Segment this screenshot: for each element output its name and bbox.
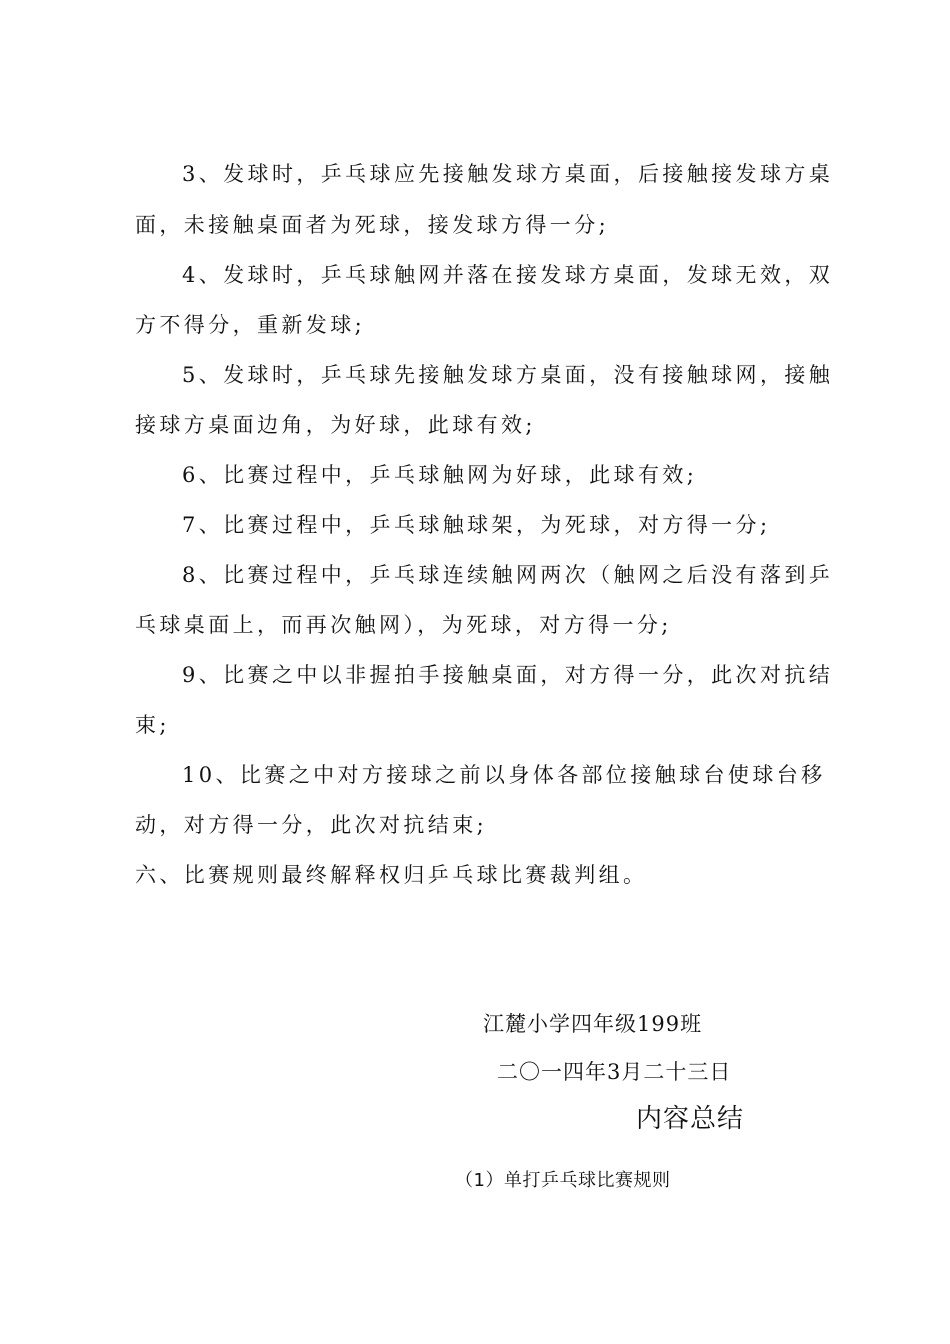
- rule-9-line-1: 9、比赛之中以非握拍手接触桌面，对方得一分，此次对抗结: [182, 663, 834, 687]
- rule-4-line-2: 方不得分，重新发球;: [135, 313, 366, 337]
- signature-date: 二〇一四年3月二十三日: [497, 1060, 732, 1084]
- summary-title: 内容总结: [636, 1104, 745, 1134]
- rule-8-line-1: 8、比赛过程中，乒乓球连续触网两次（触网之后没有落到乒: [182, 563, 834, 587]
- rule-4-line-1: 4、发球时，乒乓球触网并落在接发球方桌面，发球无效，双: [182, 263, 834, 287]
- rule-6-line: 6、比赛过程中，乒乓球触网为好球，此球有效;: [182, 463, 698, 487]
- signature-organization: 江麓小学四年级199班: [483, 1012, 703, 1036]
- summary-item: （1）单打乒乓球比赛规则: [455, 1170, 671, 1191]
- section-six-line: 六、比赛规则最终解释权归乒乓球比赛裁判组。: [135, 863, 648, 887]
- rule-10-line-1: 10、比赛之中对方接球之前以身体各部位接触球台使球台移: [182, 763, 826, 787]
- rule-8-line-2: 乓球桌面上，而再次触网），为死球，对方得一分;: [135, 613, 672, 637]
- rule-9-line-2: 束;: [135, 713, 170, 737]
- rule-5-line-2: 接球方桌面边角，为好球，此球有效;: [135, 413, 536, 437]
- rule-10-line-2: 动，对方得一分，此次对抗结束;: [135, 813, 488, 837]
- rule-5-line-1: 5、发球时，乒乓球先接触发球方桌面，没有接触球网，接触: [182, 363, 834, 387]
- rule-3-line-1: 3、发球时，乒乓球应先接触发球方桌面，后接触接发球方桌: [182, 162, 834, 186]
- rule-3-line-2: 面，未接触桌面者为死球，接发球方得一分;: [135, 213, 610, 237]
- rule-7-line: 7、比赛过程中，乒乓球触球架，为死球，对方得一分;: [182, 513, 771, 537]
